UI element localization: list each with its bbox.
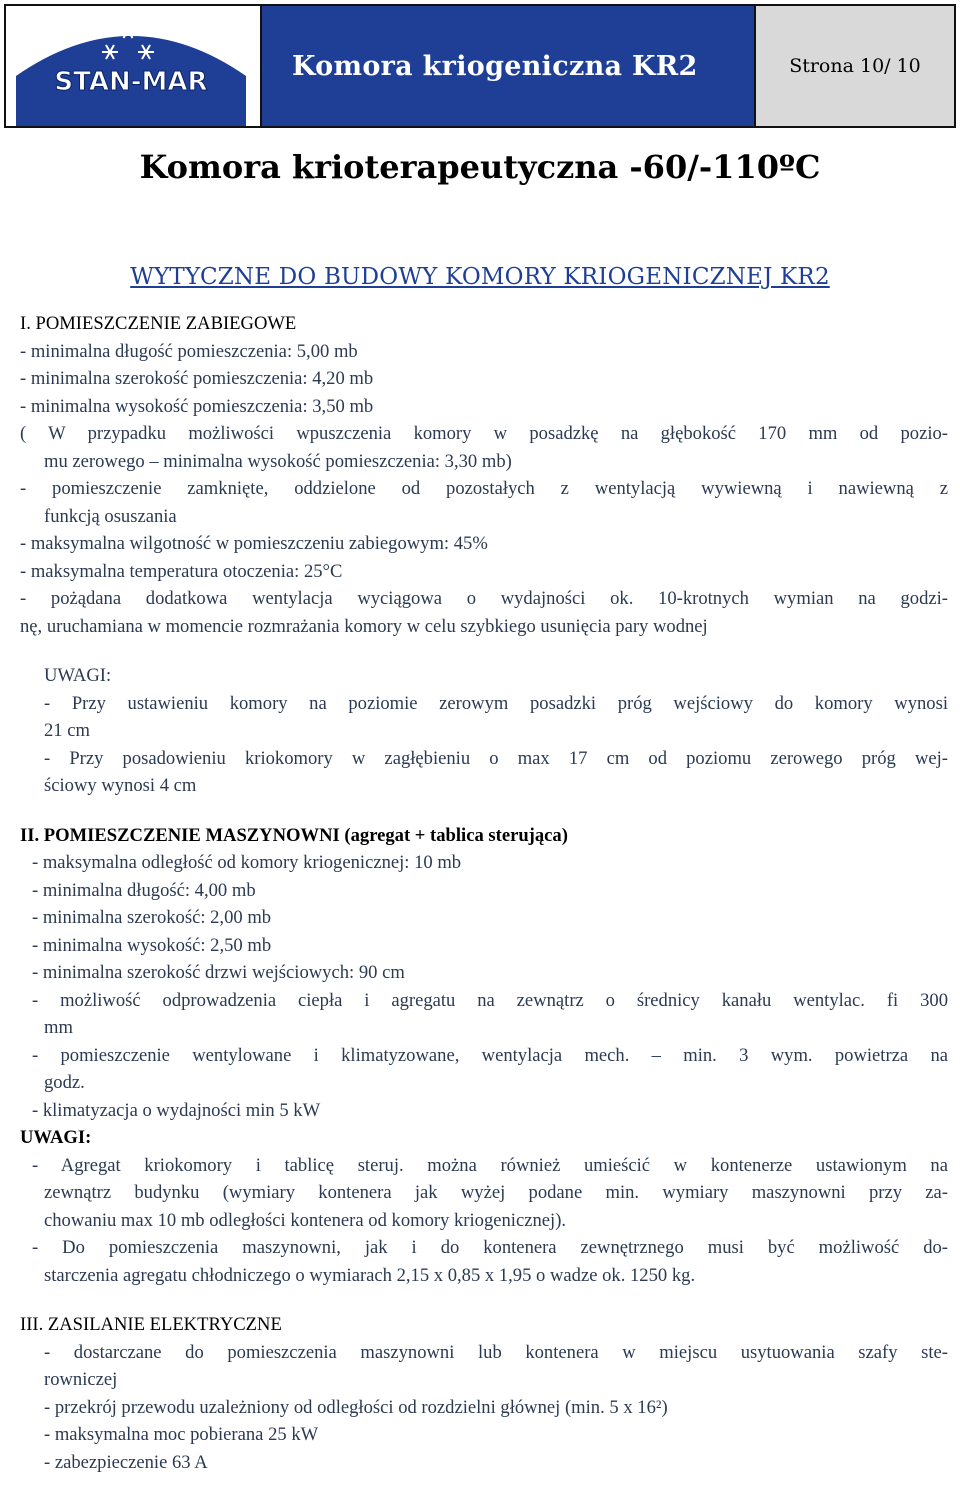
section3-line: - zabezpieczenie 63 A	[44, 1451, 208, 1473]
section1-heading: I. POMIESZCZENIE ZABIEGOWE	[20, 313, 297, 334]
section2-line: - maksymalna odległość od komory kriogenicznej: 10 mb	[32, 852, 462, 873]
section1-line: funkcją osuszania	[44, 505, 177, 527]
page-number-box	[756, 6, 954, 126]
section2-line: - możliwość odprowadzenia ciepła i agregatu na zewnątrz o średnicy kanału wentylac. fi 300	[32, 989, 948, 1011]
section2-line: - minimalna długość: 4,00 mb	[32, 879, 256, 901]
section2-line: - minimalna wysokość: 2,50 mb	[32, 934, 272, 956]
section3-line: - dostarczane do pomieszczenia maszynowni lub kontenera w miejscu usytuowania szafy ste-	[44, 1341, 948, 1363]
page-number: Strona 10/ 10	[789, 55, 921, 77]
section2-note: - Do pomieszczenia maszynowni, jak i do kontenera zewnętrznego musi być możliwość do-	[32, 1237, 948, 1258]
section1-line: mu zerowego – minimalna wysokość pomieszczenia: 3,30 mb)	[44, 450, 512, 472]
section2-note: zewnątrz budynku (wymiary kontenera jak wyżej podane min. wymiary maszynowni przy za-	[44, 1182, 948, 1203]
section2-note: - Agregat kriokomory i tablicę steruj. można również umieścić w kontenerze ustawionym na	[32, 1154, 948, 1176]
section2-heading: II. POMIESZCZENIE MASZYNOWNI (agregat + tablica sterująca)	[20, 824, 568, 846]
section2-note: starczenia agregatu chłodniczego o wymiarach 2,15 x 0,85 x 1,95 o wadze ok. 1250 kg.	[44, 1264, 696, 1286]
section1-line: - minimalna wysokość pomieszczenia: 3,50 mb	[20, 395, 374, 417]
section2-note: chowaniu max 10 mb odległości kontenera od komory kriogenicznej).	[44, 1209, 567, 1231]
header-title-box	[262, 6, 756, 126]
section1-note: - Przy posadowieniu kriokomory w zagłębieniu o max 17 cm od poziomu zerowego próg wej-	[44, 747, 948, 769]
section1-line: - minimalna szerokość pomieszczenia: 4,20 mb	[20, 368, 374, 389]
section1-note: - Przy ustawieniu komory na poziomie zerowym posadzki próg wejściowy do komory wynosi	[44, 692, 948, 714]
section1-line: - maksymalna temperatura otoczenia: 25°C	[20, 560, 343, 582]
section1-line: nę, uruchamiana w momencie rozmrażania komory w celu szybkiego usunięcia pary wodnej	[20, 615, 708, 637]
company-logo	[6, 6, 262, 126]
section1-line: ( W przypadku możliwości wpuszczenia komory w posadzkę na głębokość 170 mm od pozio-	[20, 423, 948, 444]
subtitle: WYTYCZNE DO BUDOWY KOMORY KRIOGENICZNEJ KR2	[130, 264, 830, 290]
section2-line: - pomieszczenie wentylowane i klimatyzowane, wentylacja mech. – min. 3 wym. powietrza na	[32, 1044, 948, 1066]
section1-line: - pożądana dodatkowa wentylacja wyciągowa o wydajności ok. 10-krotnych wymian na godzi-	[20, 588, 948, 609]
section2-line: godz.	[44, 1072, 85, 1093]
section3-heading: III. ZASILANIE ELEKTRYCZNE	[20, 1314, 282, 1335]
document-body	[20, 310, 948, 1476]
section3-line: - przekrój przewodu uzależniony od odległości od rozdzielni głównej (min. 5 x 16²)	[44, 1396, 668, 1418]
logo-icon	[6, 6, 256, 126]
main-title: Komora krioterapeutyczna -60/-110ºC	[139, 148, 821, 186]
header-title: Komora kriogeniczna KR2	[292, 50, 698, 82]
section2-line: - minimalna szerokość drzwi wejściowych: 90 cm	[32, 962, 405, 983]
section3-line: - maksymalna moc pobierana 25 kW	[44, 1424, 319, 1445]
section2-line: - klimatyzacja o wydajności min 5 kW	[32, 1099, 321, 1121]
section2-notes-heading: UWAGI:	[20, 1127, 92, 1148]
logo-text: STAN-MAR	[54, 67, 208, 97]
section2-line: - minimalna szerokość: 2,00 mb	[32, 907, 272, 928]
section2-line: mm	[44, 1017, 73, 1038]
section1-line: - maksymalna wilgotność w pomieszczeniu zabiegowym: 45%	[20, 533, 488, 554]
section1-line: - pomieszczenie zamknięte, oddzielone od pozostałych z wentylacją wywiewną i nawiewną z	[20, 478, 948, 499]
section1-notes-heading: UWAGI:	[44, 665, 112, 686]
section3-line: rowniczej	[44, 1369, 118, 1390]
section1-note: 21 cm	[44, 720, 90, 741]
page-header	[4, 4, 956, 128]
section1-note: ściowy wynosi 4 cm	[44, 775, 197, 796]
section1-line: - minimalna długość pomieszczenia: 5,00 mb	[20, 340, 358, 362]
